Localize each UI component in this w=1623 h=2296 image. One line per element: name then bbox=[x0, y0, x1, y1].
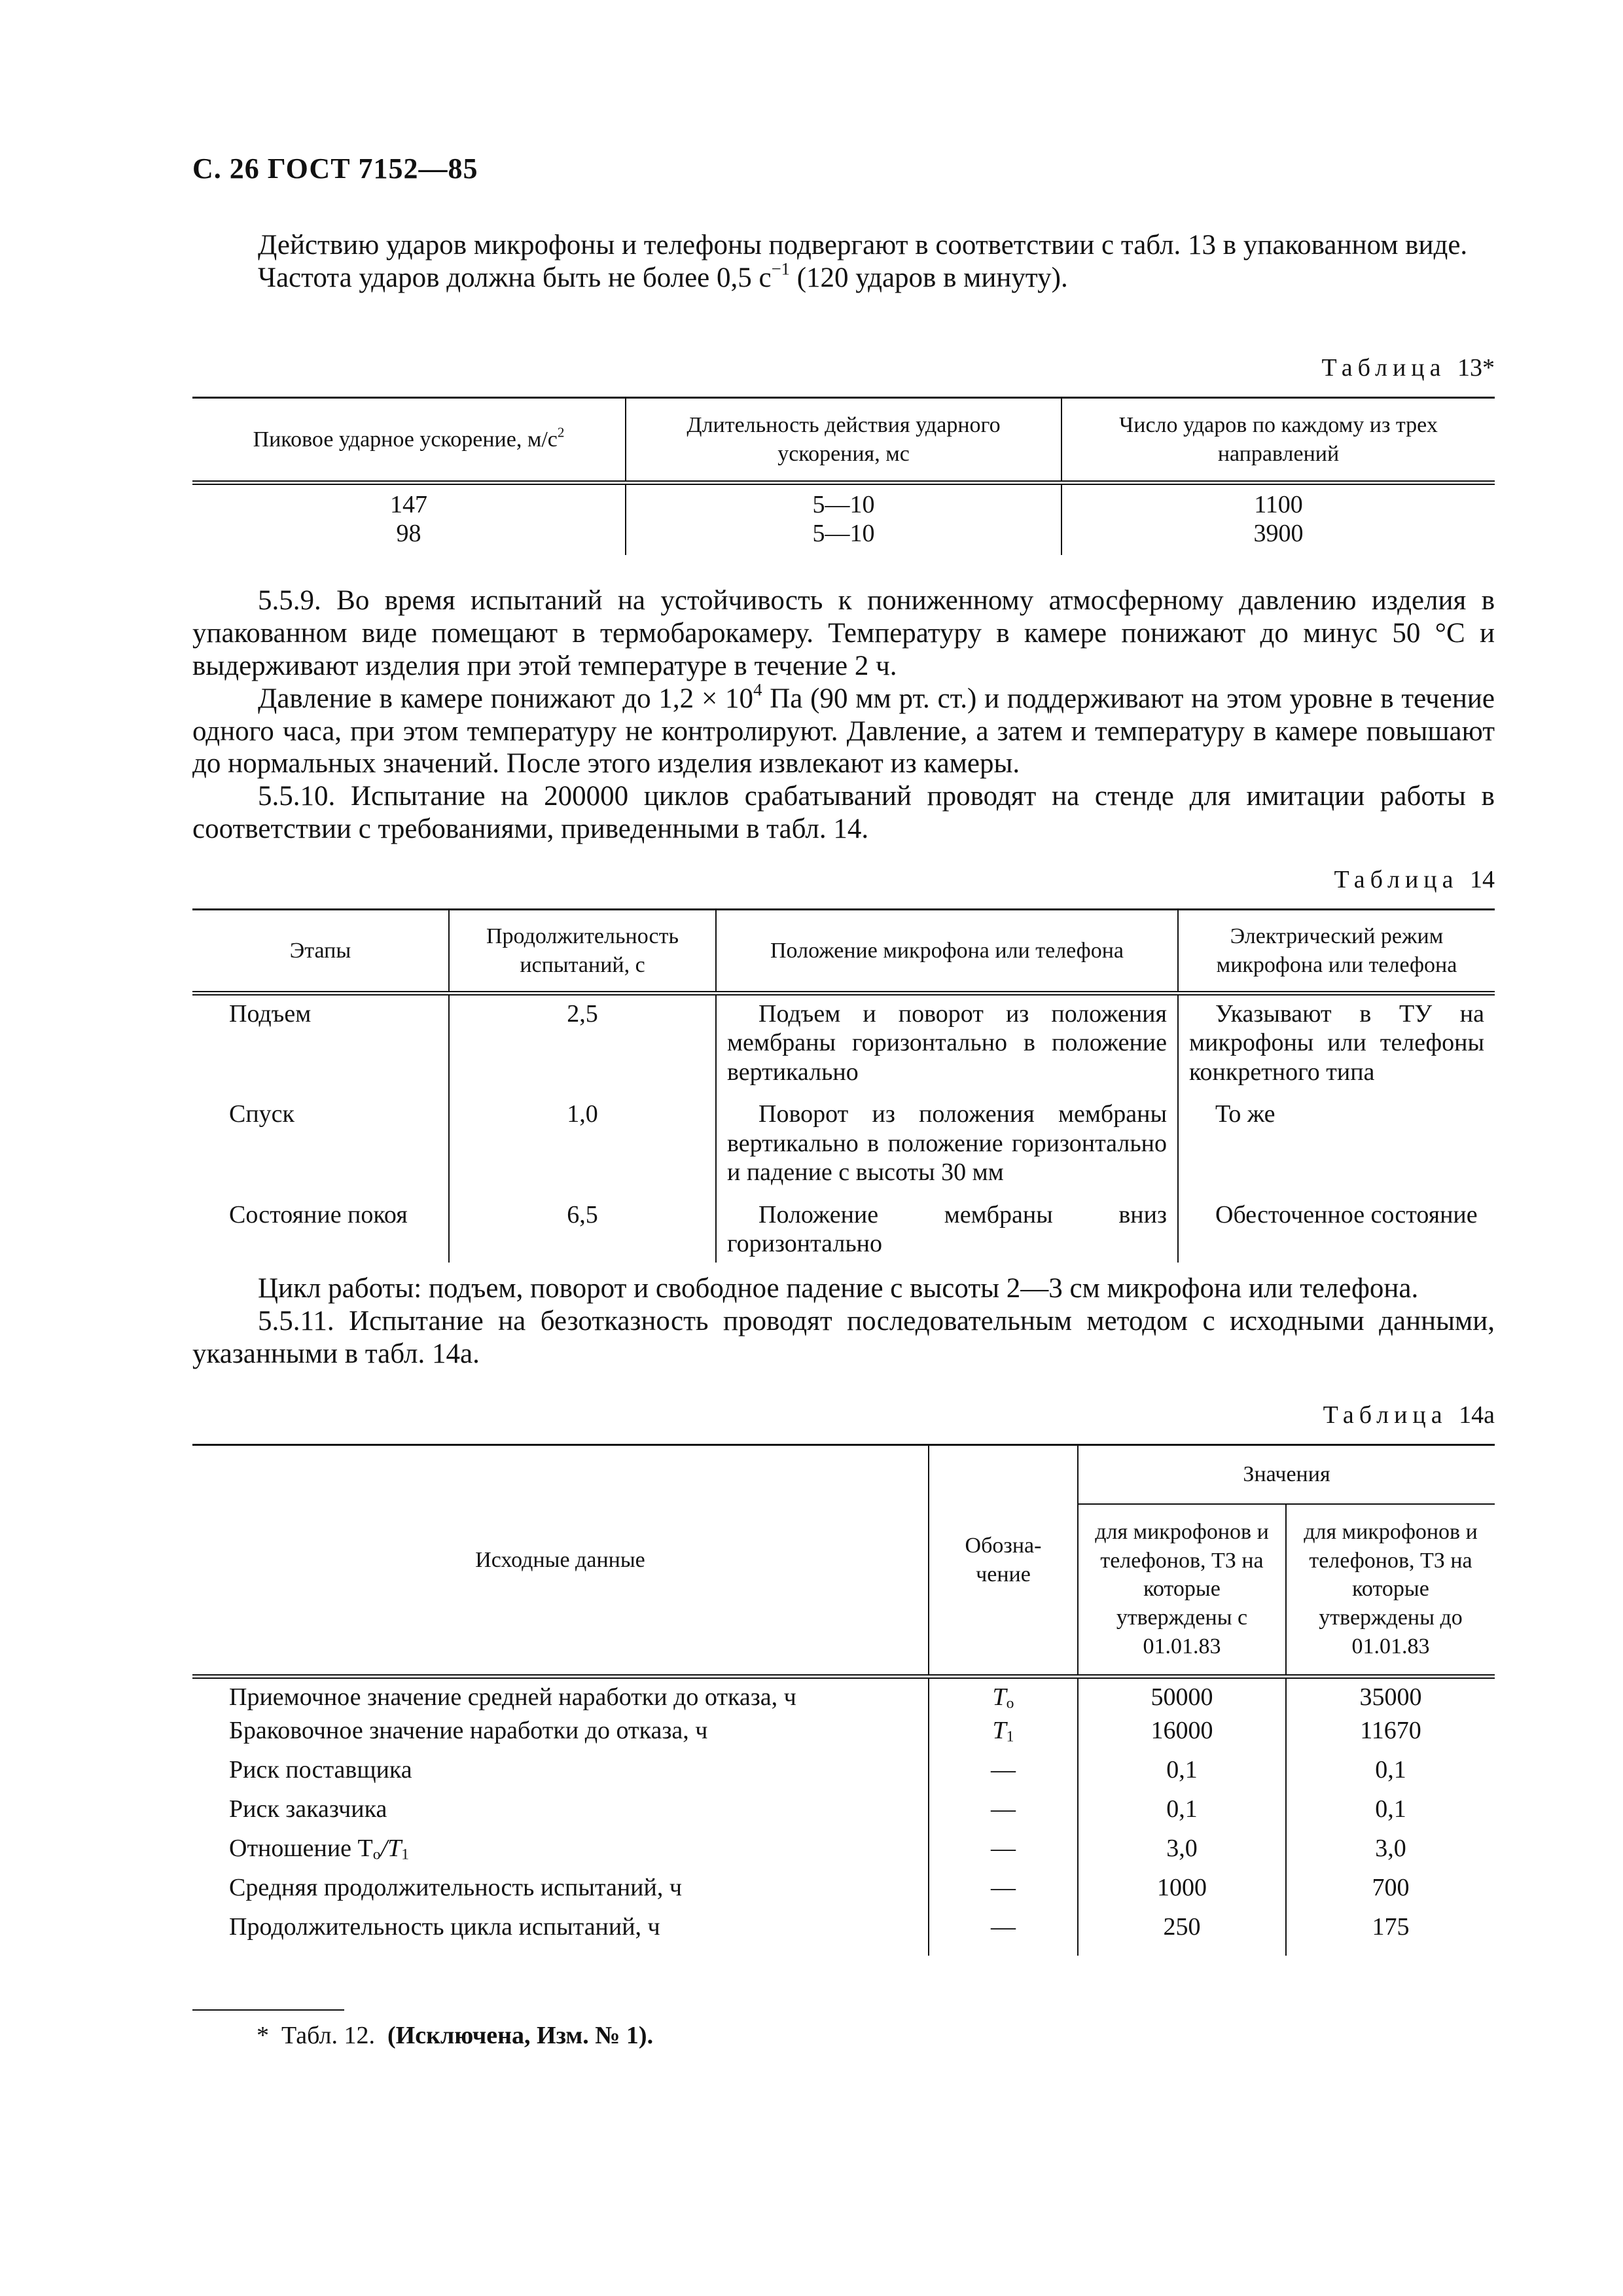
table-14 bbox=[192, 908, 1495, 1263]
table-row: Браковочное значение наработки до отказа, ч $T_1$ 16000 11670 bbox=[192, 1716, 1495, 1755]
section-5-5-9-paragraph-1: 5.5.9. Во время испытаний на устойчивость к пониженному атмосферному давлению изделия в упакованном виде помещают в термобарокамеру. Температуру в камере понижают до минус 50 °С и выдерживают изделия при этой температуре в течение 2 ч. bbox=[192, 585, 1495, 681]
table-14-header-mode: Электрический режим микрофона или телефона bbox=[1178, 910, 1495, 994]
table-row: Отношение $T_о/T_1$ — 3,0 3,0 bbox=[192, 1834, 1495, 1873]
table-13-header-duration: Длительность действия ударного ускорения, мс bbox=[626, 398, 1061, 483]
table-14a-header-data: Исходные данные bbox=[192, 1445, 929, 1677]
table-14a-header-symbol: Обозна- чение bbox=[929, 1445, 1078, 1677]
table-14a-header-before: для микрофонов и телефонов, ТЗ на которые утверждены до 01.01.83 bbox=[1286, 1504, 1495, 1677]
table-row: Спуск 1,0 Поворот из положения мембраны вертикально в положение горизонтально и падение с высоты 30 мм То же bbox=[192, 1100, 1495, 1200]
table-13-header bbox=[192, 398, 1495, 483]
section-5-5-11-paragraph: 5.5.11. Испытание на безотказность проводят последовательным методом с исходными данными, указанными в табл. 14а. bbox=[192, 1305, 1495, 1369]
section-5-5-9-paragraph-2: Давление в камере понижают до $1,2 \times 10^4$ Па (90 мм рт. ст.) и поддерживают на этом уровне в течение одного часа, при этом температуру не контролируют. Давление, а затем и температуру в камере повышают до нормальных значений. После этого изделия извлекают из камеры. bbox=[192, 679, 1495, 780]
table-row: Средняя продолжительность испытаний, ч — 1000 700 bbox=[192, 1873, 1495, 1912]
table-14a-header-values: Значения bbox=[1078, 1445, 1495, 1504]
table-14-header bbox=[192, 910, 1495, 994]
table-row: Продолжительность цикла испытаний, ч — 250 175 bbox=[192, 1912, 1495, 1956]
table-14a-header bbox=[192, 1445, 1495, 1504]
intro-paragraph-1: Действию ударов микрофоны и телефоны подвергают в соответствии с табл. 13 в упакованном виде. bbox=[258, 230, 1468, 260]
intro-paragraph-2: Частота ударов должна быть не более 0,5 $с^{-1}$ (120 ударов в минуту). bbox=[258, 259, 1068, 293]
intro-text bbox=[192, 229, 1495, 295]
table-14-header-position: Положение микрофона или телефона bbox=[716, 910, 1178, 994]
table-14a-caption: Таблица 14а bbox=[1323, 1401, 1495, 1429]
table-row: Риск заказчика — 0,1 0,1 bbox=[192, 1795, 1495, 1834]
table-14a bbox=[192, 1444, 1495, 1956]
table-13 bbox=[192, 397, 1495, 555]
table-row: Состояние покоя 6,5 Положение мембраны вниз горизонтально Обесточенное состояние bbox=[192, 1200, 1495, 1263]
section-5-5-9 bbox=[192, 584, 1495, 846]
table-row: 98 5—10 3900 bbox=[192, 519, 1495, 554]
table-row: Риск поставщика — 0,1 0,1 bbox=[192, 1755, 1495, 1795]
table-14-header-duration: Продолжительность испытаний, с bbox=[449, 910, 716, 994]
table-13-header-accel: Пиковое ударное ускорение, $м/с^2$ bbox=[253, 423, 565, 452]
section-5-5-11 bbox=[192, 1272, 1495, 1371]
table-14a-header-after: для микрофонов и телефонов, ТЗ на которые утверждены с 01.01.83 bbox=[1078, 1504, 1286, 1677]
table-row: 147 5—10 1100 bbox=[192, 483, 1495, 520]
table-row: Приемочное значение средней наработки до отказа, ч $T_о$ 50000 35000 bbox=[192, 1677, 1495, 1716]
footnote: * Табл. 12. (Исключена, Изм. № 1). bbox=[257, 2022, 654, 2049]
work-cycle-paragraph: Цикл работы: подъем, поворот и свободное падение с высоты 2—3 см микрофона или телефона. bbox=[258, 1273, 1419, 1304]
section-5-5-10-paragraph: 5.5.10. Испытание на 200000 циклов срабатываний проводят на стенде для имитации работы в соответствии с требованиями, приведенными в табл. 14. bbox=[192, 781, 1495, 845]
footnote-rule bbox=[192, 2009, 344, 2011]
table-14-header-stage: Этапы bbox=[289, 938, 351, 963]
page-header: С. 26 ГОСТ 7152—85 bbox=[192, 152, 478, 185]
table-13-caption: Таблица 13* bbox=[1321, 354, 1495, 382]
table-14-caption: Таблица 14 bbox=[1334, 866, 1495, 893]
table-row: Подъем 2,5 Подъем и поворот из положения мембраны горизонтально в положение вертикально Указывают в ТУ на микрофоны или телефоны конкретного типа bbox=[192, 994, 1495, 1100]
table-13-header-count: Число ударов по каждому из трех направлений bbox=[1061, 398, 1495, 483]
